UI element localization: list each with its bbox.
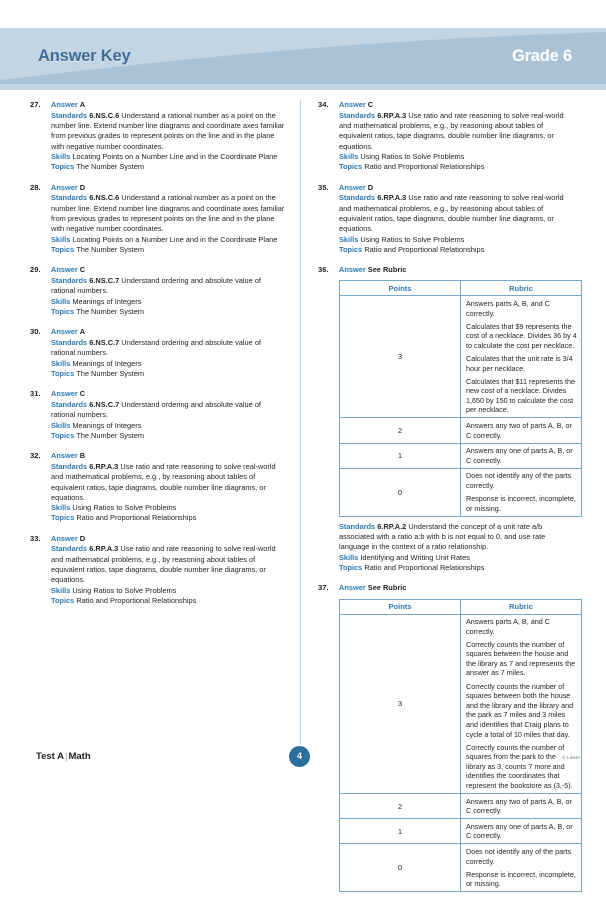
skills-label: Skills [339,552,359,562]
standards-label: Standards [339,521,376,531]
standards-label: Standards [51,544,88,554]
topics-row [339,245,574,255]
standards-row [51,400,286,421]
topics-value: The Number System [76,368,144,378]
topics-row [339,162,574,172]
answer-row [339,100,574,110]
answer-value: D [79,533,86,543]
answer-item [30,100,286,173]
rubric-points: 1 [340,443,461,468]
answer-row [51,389,286,399]
standard-code: 6.RP.A.3 [377,193,407,203]
topics-label: Topics [51,368,75,378]
answer-row [339,265,574,275]
standard-code: 6.RP.A.3 [377,110,407,120]
answer-value: A [79,327,86,337]
grade-label: Grade 6 [511,47,572,65]
standard-code: 6.RP.A.3 [89,461,119,471]
answer-label: Answer [51,100,78,109]
topics-value: Ratio and Proportional Relationships [76,513,197,523]
rubric-row [340,468,582,516]
skills-value: Using Ratios to Solve Problems [360,234,465,244]
topics-label: Topics [339,244,363,254]
answer-item [30,327,286,379]
rubric-points: 2 [340,418,461,443]
skills-value: Meanings of Integers [72,296,142,306]
standard-text: Understand ordering and absolute value of rational numbers. [51,399,261,420]
answer-value: D [367,182,374,192]
answer-item [30,451,286,524]
rubric-row [340,819,582,844]
standard-code: 6.NS.C.7 [89,275,120,285]
skills-label: Skills [51,420,71,430]
standards-row [51,338,286,359]
answer-item [30,183,286,256]
rubric-paragraph: Answers any two of parts A, B, or C correctly. [466,796,572,816]
topics-row [51,369,286,379]
standard-code: 6.NS.C.7 [89,399,120,409]
rubric-paragraph: Calculates that $9 represents the cost of a necklace. Divides 36 by 4 to calculate the cost per necklace. [466,321,577,350]
rubric-description [461,418,582,443]
rubric-row [340,296,582,418]
standards-label: Standards [339,193,376,203]
rubric-points: 2 [340,794,461,819]
copyright-notice: © LinkIt! [562,755,580,760]
rubric-header-rubric: Rubric [461,599,582,614]
left-column [30,100,286,616]
rubric-paragraph: Answers any one of parts A, B, or C correctly. [466,821,573,841]
rubric-description [461,819,582,844]
topics-row [339,563,574,573]
rubric-points: 1 [340,819,461,844]
answer-value: A [79,100,86,109]
rubric-description [461,468,582,516]
topics-row [51,596,286,606]
standard-text: Understand the concept of a unit rate a/b associated with a ratio a:b with b is not equal to 0, and use rate language in the context of a ratio relationship. [339,521,546,552]
answer-label: Answer [339,583,366,593]
rubric-paragraph: Does not identify any of the parts correctly. [466,471,572,490]
skills-row [51,586,286,596]
skills-row [51,235,286,245]
rubric-description [461,443,582,468]
rubric-header-points: Points [340,281,461,296]
standard-text: Understand a rational number as a point on the number line. Extend number line diagrams and coordinate axes familiar from previous grades to represent points on the line and in the plane with negative number coordinates. [51,193,285,234]
topics-value: Ratio and Proportional Relationships [364,162,485,172]
standard-code: 6.NS.C.6 [89,110,120,120]
answer-row [51,451,286,461]
standards-row [51,193,286,234]
page-header-banner [0,28,606,90]
answer-label: Answer [339,100,366,109]
rubric-points: 0 [340,468,461,516]
answer-item [318,100,574,173]
answer-label: Answer [339,182,366,192]
answer-label: Answer [339,265,366,275]
answer-value: D [79,182,86,192]
rubric-paragraph: Answers any two of parts A, B, or C correctly. [466,420,572,440]
answer-label: Answer [51,327,78,337]
standards-row [51,462,286,503]
standard-text: Use ratio and rate reasoning to solve real-world and mathematical problems, e.g., by reasoning about tables of equivalent ratios, tape diagrams, double number line diagrams, or equations. [51,461,276,502]
standards-label: Standards [51,461,88,471]
skills-row [51,152,286,162]
standards-label: Standards [51,337,88,347]
item-number: 37. [318,583,329,593]
skills-label: Skills [51,503,71,513]
topics-label: Topics [51,430,75,440]
answer-row [51,100,286,110]
rubric-paragraph: Answers parts A, B, and C correctly. [466,617,550,636]
rubric-item [318,583,574,892]
rubric-item [318,265,577,573]
topics-row [51,431,286,441]
answer-row [51,327,286,337]
answer-value: B [79,451,86,461]
skills-value: Identifying and Writing Unit Rates [360,552,470,562]
skills-label: Skills [339,151,359,161]
skills-value: Using Ratios to Solve Problems [72,503,177,513]
skills-label: Skills [51,296,71,306]
item-number: 30. [30,327,41,337]
standard-text: Use ratio and rate reasoning to solve real-world and mathematical problems, e.g., by reasoning about tables of equivalent ratios, tape diagrams, double number line diagrams, or equations. [339,193,564,234]
answer-item [30,534,286,607]
topics-value: The Number System [76,162,144,172]
skills-label: Skills [51,585,71,595]
standard-text: Understand a rational number as a point on the number line. Extend number line diagrams and coordinate axes familiar from previous grades to represent points on the line and in the plane with negative number coordinates. [51,110,285,151]
answer-item [30,389,286,441]
standards-row [51,544,286,585]
rubric-paragraph: Does not identify any of the parts correctly. [466,846,572,866]
standards-label: Standards [51,399,88,409]
skills-label: Skills [339,234,359,244]
standards-label: Standards [51,110,88,120]
standard-code: 6.NS.C.6 [89,193,120,203]
rubric-header-row [340,281,582,296]
standards-row [339,522,574,553]
standard-text: Use ratio and rate reasoning to solve real-world and mathematical problems, e.g., by reasoning about tables of equivalent ratios, tape diagrams, double number line diagrams, or equations. [51,544,276,585]
item-number: 27. [30,100,41,109]
rubric-header-row [340,599,582,614]
standards-label: Standards [51,193,88,203]
footer-subject: Math [68,751,91,762]
rubric-paragraph: Calculates that the unit rate is 3/4 hour per necklace. [466,353,573,373]
footer-test-name: Test A [36,751,64,762]
item-number: 33. [30,533,41,543]
item-number: 32. [30,451,41,461]
skills-row [51,297,286,307]
rubric-points: 3 [340,296,461,418]
topics-label: Topics [51,162,75,172]
rubric-paragraph: Correctly counts the number of squares from the park to the library as 3, counts 7 more and identifies the coordinates that represent the bookstore as (3,-5). [466,742,573,791]
answer-label: Answer [51,389,78,399]
rubric-description [461,794,582,819]
rubric-header-rubric: Rubric [461,281,582,296]
standard-code: 6.NS.C.7 [89,337,120,347]
answer-row [339,583,574,593]
column-divider [300,100,301,745]
rubric-description [461,844,582,892]
answer-label: Answer [51,265,78,275]
footer-separator: | [64,751,68,762]
standard-text: Use ratio and rate reasoning to solve real-world and mathematical problems, e.g., by reasoning about tables of equivalent ratios, tape diagrams, double number line diagrams, or equations. [339,110,564,151]
skills-value: Locating Points on a Number Line and in the Coordinate Plane [72,151,278,161]
rubric-row [340,418,582,443]
standard-text: Understand ordering and absolute value of rational numbers. [51,337,261,358]
topics-label: Topics [339,162,363,172]
skills-label: Skills [51,358,71,368]
skills-label: Skills [51,151,71,161]
skills-row [51,359,286,369]
topics-value: The Number System [76,430,144,440]
answer-label: Answer [51,533,78,543]
item-number: 29. [30,265,41,275]
topics-row [51,245,286,255]
skills-value: Using Ratios to Solve Problems [72,585,177,595]
page-title: Answer Key [38,47,131,65]
topics-label: Topics [51,595,75,605]
page-footer [0,744,606,774]
standards-label: Standards [51,275,88,285]
standards-row [339,111,574,152]
item-number: 28. [30,182,41,192]
rubric-table [339,280,582,516]
answer-item [318,183,574,256]
rubric-points: 3 [340,614,461,794]
answer-value: See Rubric [367,583,407,593]
skills-row [339,152,574,162]
answer-row [51,183,286,193]
rubric-paragraph: Response is incorrect, incomplete, or missing. [466,494,576,513]
item-number: 31. [30,389,41,399]
topics-label: Topics [51,513,75,523]
rubric-row [340,844,582,892]
standards-row [339,193,574,234]
answer-row [51,534,286,544]
rubric-paragraph: Correctly counts the number of squares between the house and the library as 7 and represents the answer as 7 miles. [466,639,576,678]
answer-item [30,265,286,317]
standards-row [51,111,286,152]
skills-value: Meanings of Integers [72,358,142,368]
answer-value: C [79,265,86,275]
answer-value: See Rubric [367,265,407,275]
topics-value: The Number System [76,306,144,316]
answer-row [51,265,286,275]
skills-value: Locating Points on a Number Line and in the Coordinate Plane [72,234,278,244]
topics-row [51,162,286,172]
topics-value: Ratio and Proportional Relationships [364,562,485,572]
topics-row [51,307,286,317]
item-number: 35. [318,182,329,192]
answer-value: C [79,389,86,399]
rubric-header-points: Points [340,599,461,614]
page-number-badge: 4 [289,746,310,767]
topics-label: Topics [339,562,363,572]
answer-label: Answer [51,182,78,192]
answer-value: C [367,100,374,109]
topics-label: Topics [51,306,75,316]
item-number: 36. [318,265,329,275]
skills-value: Using Ratios to Solve Problems [360,151,465,161]
right-column [318,100,577,902]
topics-value: Ratio and Proportional Relationships [76,595,197,605]
rubric-row [340,794,582,819]
standards-label: Standards [339,110,376,120]
topics-value: The Number System [76,244,144,254]
rubric-paragraph: Answers parts A, B, and C correctly. [466,298,550,318]
skills-row [51,421,286,431]
standard-text: Understand ordering and absolute value of rational numbers. [51,275,261,296]
skills-value: Meanings of Integers [72,420,142,430]
skills-row [339,553,574,563]
rubric-paragraph: Response is incorrect, incomplete, or missing. [466,869,576,889]
topics-row [51,513,286,523]
answer-row [339,183,574,193]
skills-label: Skills [51,234,71,244]
standard-code: 6.RP.A.2 [377,521,407,531]
rubric-paragraph: Correctly counts the number of squares between both the house and the library and the library and the park as 7 miles and 3 miles and identifies that Craig plans to cycle a total of 10 miles that day. [466,681,574,739]
rubric-paragraph: Calculates that $11 represents the new cost of a necklace. Divides 1,650 by 150 to calculate the cost per necklace. [466,376,575,415]
rubric-description [461,296,582,418]
rubric-paragraph: Answers any one of parts A, B, or C correctly. [466,446,573,465]
footer-test-label [36,751,91,762]
standards-row [51,276,286,297]
rubric-points: 0 [340,844,461,892]
standard-code: 6.RP.A.3 [89,544,119,554]
skills-row [339,235,574,245]
topics-label: Topics [51,244,75,254]
rubric-row [340,443,582,468]
topics-value: Ratio and Proportional Relationships [364,244,485,254]
skills-row [51,503,286,513]
item-number: 34. [318,100,329,109]
answer-label: Answer [51,451,78,461]
